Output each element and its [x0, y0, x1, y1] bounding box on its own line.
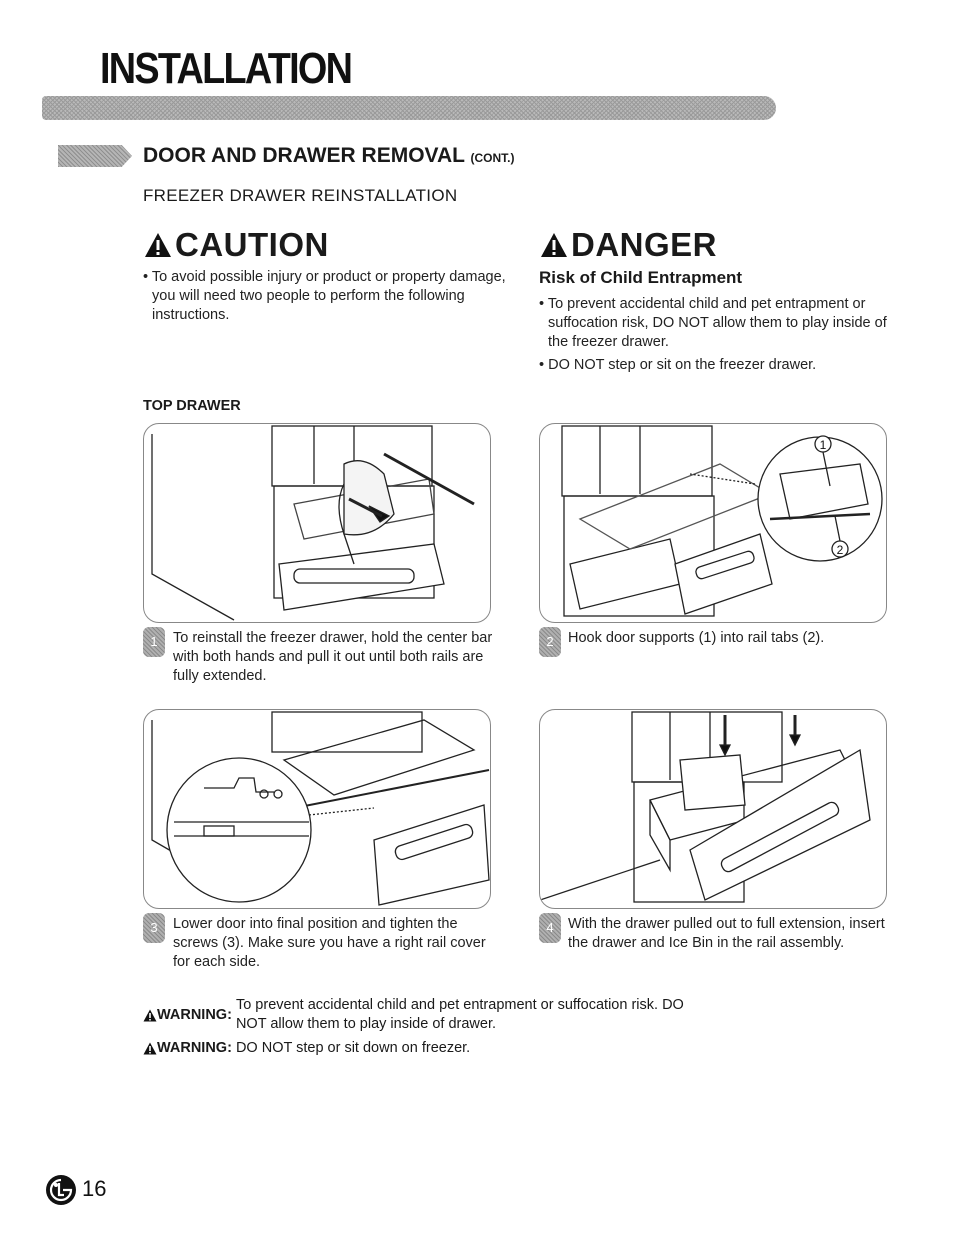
warning-1-text: To prevent accidental child and pet entrapment or suffocation risk. DO NOT allow them to play inside of drawer.	[235, 997, 684, 1032]
caution-text: • To avoid possible injury or product or property damage, you will need two people to perform the following instructions.	[143, 269, 506, 323]
step-4-badge: 4	[539, 913, 561, 943]
caution-title	[143, 226, 329, 264]
title-underline-bar	[42, 96, 776, 120]
danger-title	[539, 226, 717, 264]
danger-bullet: • To prevent accidental child and pet entrapment or suffocation risk, DO NOT allow them to play inside of the freezer drawer.	[539, 296, 887, 350]
step-2-text: Hook door supports (1) into rail tabs (2).	[568, 630, 825, 646]
warning-2-text: DO NOT step or sit down on freezer.	[235, 1040, 471, 1056]
step-1-badge: 1	[143, 627, 165, 657]
step-3-badge: 3	[143, 913, 165, 943]
step4-illustration	[539, 709, 887, 909]
danger-title-text: DANGER	[571, 226, 718, 263]
section-heading	[143, 144, 514, 168]
step-2-badge: 2	[539, 627, 561, 657]
step-3-text: Lower door into final position and tighten the screws (3). Make sure you have a right rail cover for each side.	[173, 916, 486, 970]
warning-triangle-icon	[143, 1042, 157, 1055]
top-drawer-label: TOP DRAWER	[143, 398, 241, 414]
page-number: 16	[82, 1176, 107, 1201]
page-title: INSTALLATION	[100, 44, 352, 93]
subsection-heading: FREEZER DRAWER REINSTALLATION	[143, 186, 458, 205]
lg-logo-icon	[45, 1174, 77, 1206]
step3-illustration	[143, 709, 491, 909]
callout-1-label: 1	[819, 438, 827, 452]
step1-illustration	[143, 423, 491, 623]
danger-subtitle: Risk of Child Entrapment	[539, 268, 743, 287]
warning-triangle-icon	[143, 1009, 157, 1022]
step-4-text: With the drawer pulled out to full extension, insert the drawer and Ice Bin in the rail assembly.	[568, 916, 885, 951]
danger-bullet: • DO NOT step or sit on the freezer drawer.	[539, 357, 817, 373]
caution-text-body: To avoid possible injury or product or property damage, you will need two people to perform the following instructions.	[151, 269, 506, 323]
warning-triangle-icon	[143, 231, 173, 259]
section-heading-text: DOOR AND DRAWER REMOVAL	[143, 144, 465, 167]
callout-2-label: 2	[836, 543, 844, 557]
caution-title-text: CAUTION	[175, 226, 329, 263]
section-arrow-icon	[58, 145, 132, 167]
step-1-text: To reinstall the freezer drawer, hold the center bar with both hands and pull it out until both rails are fully extended.	[173, 630, 493, 684]
warning-2	[143, 1039, 763, 1058]
warning-1-label: WARNING:	[143, 996, 236, 1034]
warning-2-label: WARNING:	[143, 1039, 236, 1058]
step2-illustration	[539, 423, 887, 623]
section-heading-suffix: (CONT.)	[470, 151, 515, 165]
danger-bullets	[539, 295, 889, 375]
warning-triangle-icon	[539, 231, 569, 259]
warning-1	[143, 996, 763, 1034]
